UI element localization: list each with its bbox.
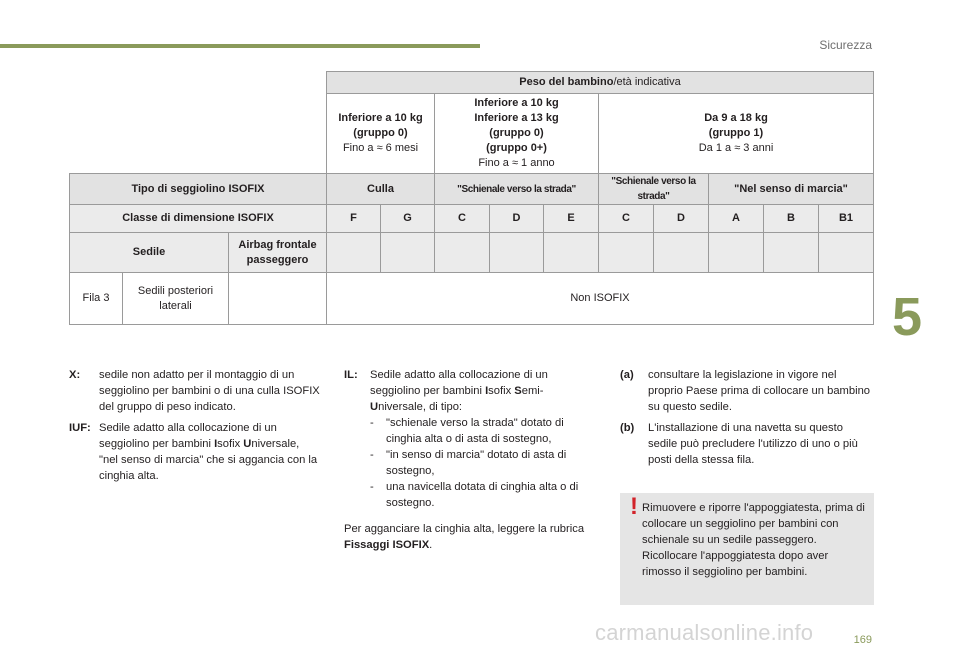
note-il: IL: Sedile adatto alla collocazione di un seggiolino per bambini Isofix Semi-Universale, di tipo: - "schienale verso la strada" dotato di cinghia alta o di asta di sostegno, - "in senso di marcia" dotato di asta di sostegno, - una navicella dotata di cinghia alta o di sostegno. (344, 367, 590, 511)
empty-cell (654, 233, 709, 273)
non-isofix-value: Non ISOFIX (327, 273, 874, 325)
list-item: - una navicella dotata di cinghia alta o di sostegno. (370, 481, 579, 509)
section-title: Sicurezza (819, 38, 872, 52)
size-class: A (709, 205, 764, 233)
size-class: D (490, 205, 544, 233)
note-b: (b) L'installazione di una navetta su questo sedile può precludere l'utilizzo di uno o più posti della stessa fila. (620, 422, 858, 466)
size-class: E (544, 205, 599, 233)
size-class: C (599, 205, 654, 233)
empty-cell (764, 233, 819, 273)
empty-cell (544, 233, 599, 273)
chapter-number: 5 (892, 287, 923, 347)
empty-cell (709, 233, 764, 273)
fissaggi-reference: Per agganciare la cinghia alta, leggere la rubrica Fissaggi ISOFIX. (344, 523, 585, 551)
seat-position: Sedili posteriori laterali (123, 273, 229, 325)
seat-type-forward-facing: "Nel senso di marcia" (709, 174, 874, 205)
notes-column-1 (69, 367, 321, 489)
exclamation-icon: ! (630, 493, 638, 520)
seat-type-label: Tipo di seggiolino ISOFIX (70, 174, 327, 205)
isofix-table (69, 71, 874, 325)
header-accent-bar (0, 44, 480, 48)
row-label: Fila 3 (70, 273, 123, 325)
size-class: D (654, 205, 709, 233)
empty-cell (381, 233, 435, 273)
notes-column-2 (344, 367, 590, 553)
weight-header: Peso del bambino/età indicativa (327, 72, 874, 94)
airbag-label: Airbag frontale passeggero (229, 233, 327, 273)
list-item: - "in senso di marcia" dotato di asta di sostegno, (370, 449, 567, 477)
group-0-header: Inferiore a 10 kg (gruppo 0) Fino a ≈ 6 mesi (327, 94, 435, 174)
seat-type-cot: Culla (327, 174, 435, 205)
size-class: B1 (819, 205, 874, 233)
size-class: F (327, 205, 381, 233)
warning-box (620, 493, 874, 605)
size-class: B (764, 205, 819, 233)
size-class: G (381, 205, 435, 233)
list-item: - "schienale verso la strada" dotato di cinghia alta o di asta di sostegno, (370, 417, 564, 445)
note-a: (a) consultare la legislazione in vigore nel proprio Paese prima di collocare un bambino su questo sedile. (620, 369, 871, 413)
empty-cell (490, 233, 544, 273)
seat-type-rear-facing: "Schienale verso la strada" (435, 174, 599, 205)
seat-label: Sedile (70, 233, 229, 273)
page-number: 169 (853, 634, 872, 646)
size-class-label: Classe di dimensione ISOFIX (70, 205, 327, 233)
size-class: C (435, 205, 490, 233)
warning-text: Rimuovere e riporre l'appoggiatesta, prima di collocare un seggiolino per bambini con schienale su un sedile passeggero. Ricollocare l'appoggiatesta dopo aver rimosso il seggiolino per bambini. (642, 502, 865, 578)
group-1-header: Da 9 a 18 kg (gruppo 1) Da 1 a ≈ 3 anni (599, 94, 874, 174)
group-0plus-header: Inferiore a 10 kg Inferiore a 13 kg (gruppo 0) (gruppo 0+) Fino a ≈ 1 anno (435, 94, 599, 174)
empty-cell (819, 233, 874, 273)
watermark: carmanualsonline.info (595, 620, 814, 645)
seat-type-rear-facing-2: "Schienale verso la strada" (599, 174, 709, 205)
note-x: X: sedile non adatto per il montaggio di un seggiolino per bambini o di una culla ISOFIX del gruppo di peso indicato. (69, 369, 320, 413)
airbag-value (229, 273, 327, 325)
note-iuf: IUF: Sedile adatto alla collocazione di un seggiolino per bambini Isofix Universale, "nel senso di marcia" che si aggancia con la cinghia alta. (69, 422, 318, 482)
empty-cell (599, 233, 654, 273)
notes-column-3 (620, 367, 872, 473)
empty-cell (435, 233, 490, 273)
empty-cell (327, 233, 381, 273)
